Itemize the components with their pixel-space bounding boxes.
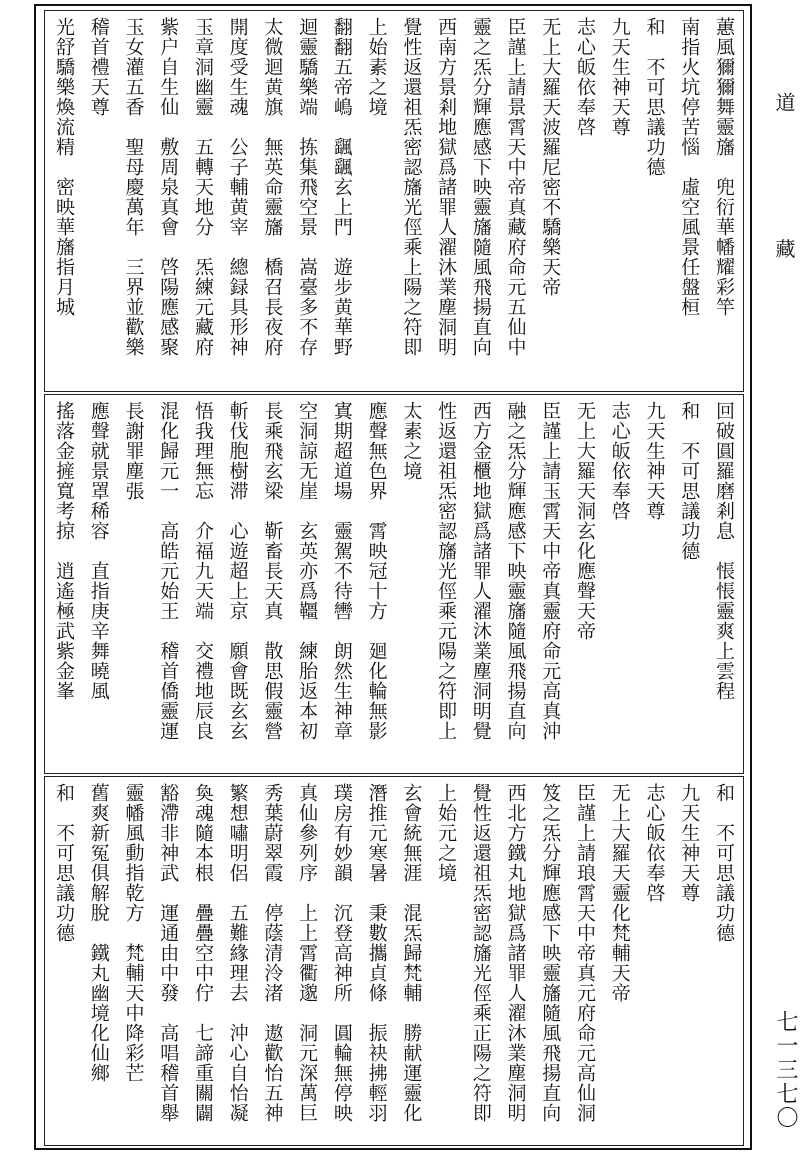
text-column: 西北方鐵丸地獄爲諸罪人濯沐業塵洞明 <box>504 783 527 1123</box>
scripture-panel <box>44 776 744 1146</box>
text-column: 九天生神天尊 <box>643 401 666 521</box>
text-column: 太微迴黄旗 無英命靈旛 橋召長夜府 <box>261 17 284 357</box>
text-column: 西方金櫃地獄爲諸罪人濯沐業塵洞明覺 <box>469 401 492 741</box>
text-column: 蕙風獮獮舞靈旛 兜衍華幡耀彩竿 <box>712 17 735 317</box>
text-column: 舊爽新冤俱解脫 鐵丸幽境化仙鄉 <box>87 783 110 1083</box>
text-column: 潛推元寒暑 秉數攜貞條 振袂拂輕羽 <box>365 783 388 1123</box>
text-column: 笈之炁分輝應感下映靈旛隨風飛揚直向 <box>539 783 562 1123</box>
text-column: 臣謹上請玉霄天中帝真靈府命元高真沖 <box>539 401 562 741</box>
text-column: 寘期超道場 靈駕不待轡 朗然生神章 <box>330 401 353 741</box>
text-column: 紫户自生仙 敷周泉真會 啓陽應感聚 <box>157 17 180 357</box>
text-column: 性返還祖炁密認旛光俓乘元陽之符即上 <box>435 401 458 741</box>
text-column: 應聲就景罩稀容 直指庚辛舞曉風 <box>87 401 110 701</box>
scripture-page <box>34 4 752 1150</box>
text-column: 混化歸元一 高皓元始王 稽首僑靈運 <box>157 401 180 741</box>
text-column: 无上大羅天靈化梵輔天帝 <box>608 783 631 1003</box>
text-column: 覺性返還祖炁密認旛光俓乘正陽之符即 <box>469 783 492 1123</box>
text-column: 臣謹上請琅霄天中帝真元府命元高仙洞 <box>574 783 597 1123</box>
scripture-panel <box>44 10 744 392</box>
text-column: 悟我理無忘 介福九天端 交禮地辰良 <box>191 401 214 741</box>
text-column: 應聲無色界 霄映冠十方 廻化輪無影 <box>365 401 388 741</box>
text-column: 无上大羅天洞玄化應聲天帝 <box>574 401 597 641</box>
text-column: 光舒驕樂煥流精 密映華旛指月城 <box>53 17 75 317</box>
text-column: 和 不可思議功德 <box>712 783 735 943</box>
text-column: 和 不可思議功德 <box>53 783 75 943</box>
text-column: 空洞諒无崖 玄英亦爲韁 練胎返本初 <box>296 401 319 741</box>
text-column: 搖落金摌寬考掠 逍遙極武紫金峯 <box>53 401 75 701</box>
text-column: 翻翻五帝嶋 颻颻玄上門 遊步黄華野 <box>330 17 353 357</box>
text-columns <box>51 401 737 767</box>
text-column: 九天生神天尊 <box>608 17 631 137</box>
text-column: 繁想嘯明侶 五難緣理去 沖心自怡凝 <box>226 783 249 1123</box>
text-column: 上始素之境 <box>365 17 388 117</box>
text-column: 真仙參列序 上上霄衢邈 洞元深萬巨 <box>296 783 319 1123</box>
text-column: 九天生神天尊 <box>678 783 701 903</box>
text-column: 長乘飛玄梁 靳畜長天真 散思假靈營 <box>261 401 284 741</box>
text-column: 奐魂隨本根 疊疊空中佇 七諦重關闢 <box>191 783 214 1123</box>
text-column: 志心皈依奉啓 <box>608 401 631 521</box>
text-column: 覺性返還祖炁密認旛光俓乘上陽之符即 <box>400 17 423 357</box>
text-column: 西南方景剎地獄爲諸罪人濯沐業塵洞明 <box>435 17 458 357</box>
text-column: 太素之境 <box>400 401 423 481</box>
text-column: 回破圓羅磨剎息 悵悵靈爽上雲程 <box>712 401 735 701</box>
text-column: 迴靈驕樂端 拣集飛空景 嵩臺多不存 <box>296 17 319 357</box>
text-column: 志心皈依奉啓 <box>643 783 666 903</box>
text-column: 璞房有妙韻 沉登高神所 圓輪無停映 <box>330 783 353 1123</box>
text-column: 靈幡風動指乾方 梵輔天中降彩芒 <box>122 783 145 1083</box>
text-column: 斬伐胞樹滞 心遊超上京 願會既玄玄 <box>226 401 249 741</box>
text-column: 和 不可思議功德 <box>678 401 701 561</box>
page-number: 七一三七〇 <box>773 1010 798 1130</box>
text-column: 玉章洞幽靈 五轉天地分 炁練元藏府 <box>191 17 214 357</box>
text-column: 无上大羅天波羅尼密不驕樂天帝 <box>539 17 562 297</box>
text-columns <box>51 17 737 385</box>
text-column: 稽首禮天尊 <box>87 17 110 117</box>
text-column: 玄會統無涯 混炁歸梵輔 勝献運靈化 <box>400 783 423 1123</box>
text-column: 志心皈依奉啓 <box>574 17 597 137</box>
text-column: 融之炁分輝應感下映靈旛隨風飛揚直向 <box>504 401 527 741</box>
text-column: 長謝罪塵張 <box>122 401 145 501</box>
text-column: 開度受生魂 公子輔黄宰 總録具形神 <box>226 17 249 357</box>
margin-title: 道 藏 <box>772 92 796 319</box>
text-column: 臣謹上請景霄天中帝真藏府命元五仙中 <box>504 17 527 357</box>
text-column: 南指火坑停苦惱 虛空風景任盤桓 <box>678 17 701 317</box>
text-column: 靈之炁分輝應感下映靈旛隨風飛揚直向 <box>469 17 492 357</box>
text-column: 玉女灌五香 聖母慶萬年 三界並歡樂 <box>122 17 145 357</box>
text-column: 豁滯非神武 運通由中發 高唱稽首舉 <box>157 783 180 1123</box>
text-columns <box>51 783 737 1139</box>
text-column: 上始元之境 <box>435 783 458 883</box>
scripture-panel <box>44 394 744 774</box>
text-column: 和 不可思議功德 <box>643 17 666 177</box>
text-column: 秀葉蔚翠霞 停蔭清泠渚 遨歡怡五神 <box>261 783 284 1123</box>
